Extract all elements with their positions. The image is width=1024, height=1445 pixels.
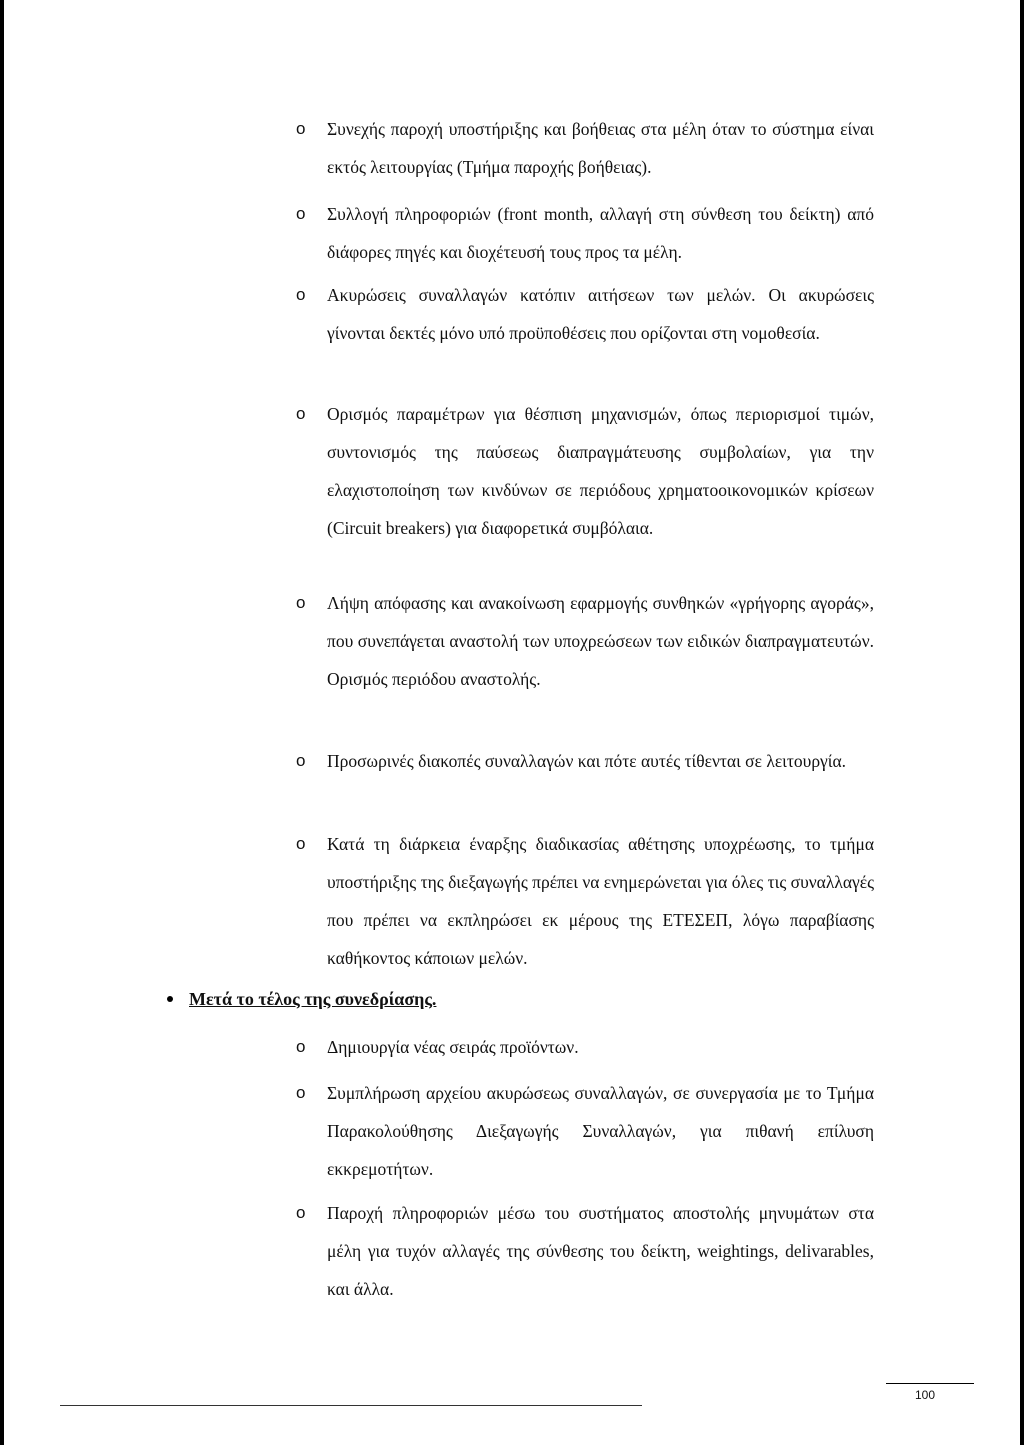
page-footer [60, 1388, 974, 1417]
item-4 [296, 395, 874, 547]
item-7-text: Κατά τη διάρκεια έναρξης διαδικασίας αθέτησης υποχρέωσης, το τμήμα υποστήριξης της διεξαγωγής πρέπει να ενημερώνεται για όλες τις συναλλαγές που πρέπει να εκπληρώσει εκ μέρους της ΕΤΕΣΕΠ, λόγω παραβίασης καθήκοντος κάποιων μελών. [327, 834, 874, 968]
item-8-text: Δημιουργία νέας σειράς προϊόντων. [327, 1037, 579, 1057]
bullet-dot-icon [167, 996, 173, 1002]
list-bullet: o [296, 1083, 306, 1102]
item-9-text: Συμπλήρωση αρχείου ακυρώσεως συναλλαγών, σε συνεργασία με το Τμήμα Παρακολούθησης Διεξαγωγής Συναλλαγών, για πιθανή επίλυση εκκρεμοτήτων. [327, 1083, 874, 1179]
item-8 [296, 1028, 874, 1066]
item-6-text: Προσωρινές διακοπές συναλλαγών και πότε αυτές τίθενται σε λειτουργία. [327, 751, 847, 771]
list-bullet: o [296, 593, 306, 612]
item-10-text: Παροχή πληροφοριών μέσω του συστήματος αποστολής μηνυμάτων στα μέλη για τυχόν αλλαγές της σύνθεσης του δείκτη, weightings, delivarables, και άλλα. [327, 1203, 874, 1299]
list-bullet: o [296, 1203, 306, 1222]
footer-rule [60, 1405, 642, 1406]
item-2-text: Συλλογή πληροφοριών (front month, αλλαγή στη σύνθεση του δείκτη) από διάφορες πηγές και διοχέτευσή τους προς τα μέλη. [327, 204, 874, 262]
item-5 [296, 584, 874, 698]
section-heading-label: Μετά το τέλος της συνεδρίασης. [189, 989, 437, 1009]
item-5-text: Λήψη απόφασης και ανακοίνωση εφαρμογής συνθηκών «γρήγορης αγοράς», που συνεπάγεται αναστολή των υποχρεώσεων των ειδικών διαπραγματευτών. Ορισμός περιόδου αναστολής. [327, 593, 874, 689]
item-9 [296, 1074, 874, 1188]
item-6 [296, 742, 874, 780]
list-bullet: o [296, 834, 306, 853]
section-heading [167, 980, 436, 1018]
page-number-rule [886, 1383, 974, 1384]
item-2 [296, 195, 874, 271]
item-3-text: Ακυρώσεις συναλλαγών κατόπιν αιτήσεων των μελών. Οι ακυρώσεις γίνονται δεκτές μόνο υπό προϋποθέσεις που ορίζονται στη νομοθεσία. [327, 285, 874, 343]
item-1-text: Συνεχής παροχή υποστήριξης και βοήθειας στα μέλη όταν το σύστημα είναι εκτός λειτουργίας (Τμήμα παροχής βοήθειας). [327, 119, 874, 177]
item-4-text: Ορισμός παραμέτρων για θέσπιση μηχανισμών, όπως περιορισμοί τιμών, συντονισμός της παύσεως διαπραγμάτευσης συμβολαίων, για την ελαχιστοποίηση των κινδύνων σε περιόδους χρηματοοικονομικών κρίσεων (Circuit breakers) για διαφορετικά συμβόλαια. [327, 404, 874, 538]
list-bullet: o [296, 1037, 306, 1056]
list-bullet: o [296, 751, 306, 770]
list-bullet: o [296, 404, 306, 423]
item-1 [296, 110, 874, 186]
item-7 [296, 825, 874, 977]
list-bullet: o [296, 285, 306, 304]
list-bullet: o [296, 119, 306, 138]
list-bullet: o [296, 204, 306, 223]
item-3 [296, 276, 874, 352]
page-number: 100 [915, 1388, 936, 1402]
item-10 [296, 1194, 874, 1308]
